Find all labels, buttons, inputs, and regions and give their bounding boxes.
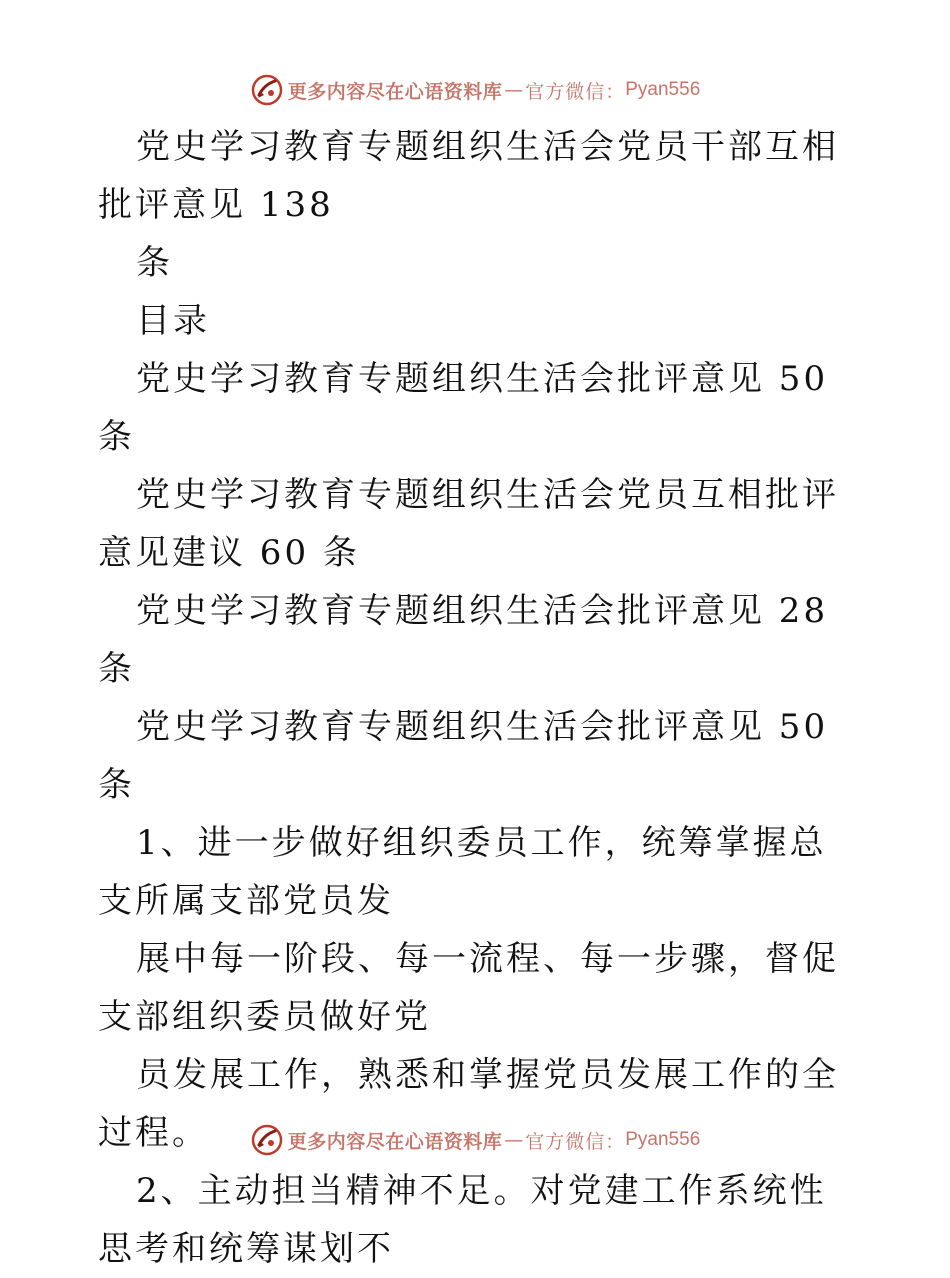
toc-item: 党史学习教育专题组织生活会党员互相批评意见建议 60 条 xyxy=(98,475,839,573)
document-title-suffix: 条 xyxy=(136,243,173,283)
body-paragraph: 1、进一步做好组织委员工作，统筹掌握总支所属支部党员发 xyxy=(98,823,827,921)
document-title: 党史学习教育专题组织生活会党员干部互相批评意见 138 xyxy=(98,127,839,225)
document-body xyxy=(98,118,858,1278)
header-banner-text: 更多内容尽在心语资料库 xyxy=(287,80,503,103)
header-banner-wechat-label: 官方微信： xyxy=(525,80,626,103)
footer-banner-text: 更多内容尽在心语资料库 xyxy=(287,1130,503,1153)
footer-watermark-banner xyxy=(0,1120,950,1160)
toc-item: 党史学习教育专题组织生活会批评意见 28 条 xyxy=(98,591,829,689)
section-heading: 党史学习教育专题组织生活会批评意见 50 条 xyxy=(98,707,829,805)
header-watermark-banner xyxy=(0,70,950,110)
pen-circle-logo-icon xyxy=(250,73,284,107)
header-banner-dash: — xyxy=(504,79,524,101)
footer-banner-wechat-label: 官方微信： xyxy=(525,1130,626,1153)
toc-item: 党史学习教育专题组织生活会批评意见 50 条 xyxy=(98,359,829,457)
header-banner-wechat-id: Pyan556 xyxy=(625,79,701,100)
body-paragraph: 2、主动担当精神不足。对党建工作系统性思考和统筹谋划不 xyxy=(98,1171,827,1269)
body-paragraph: 员发展工作，熟悉和掌握党员发展工作的全过程。 xyxy=(98,1055,839,1153)
body-paragraph: 展中每一阶段、每一流程、每一步骤，督促支部组织委员做好党 xyxy=(98,939,839,1037)
pen-circle-logo-icon xyxy=(250,1123,284,1157)
toc-heading: 目录 xyxy=(136,301,210,341)
footer-banner-wechat-id: Pyan556 xyxy=(625,1129,701,1150)
footer-banner-dash: — xyxy=(504,1129,524,1151)
